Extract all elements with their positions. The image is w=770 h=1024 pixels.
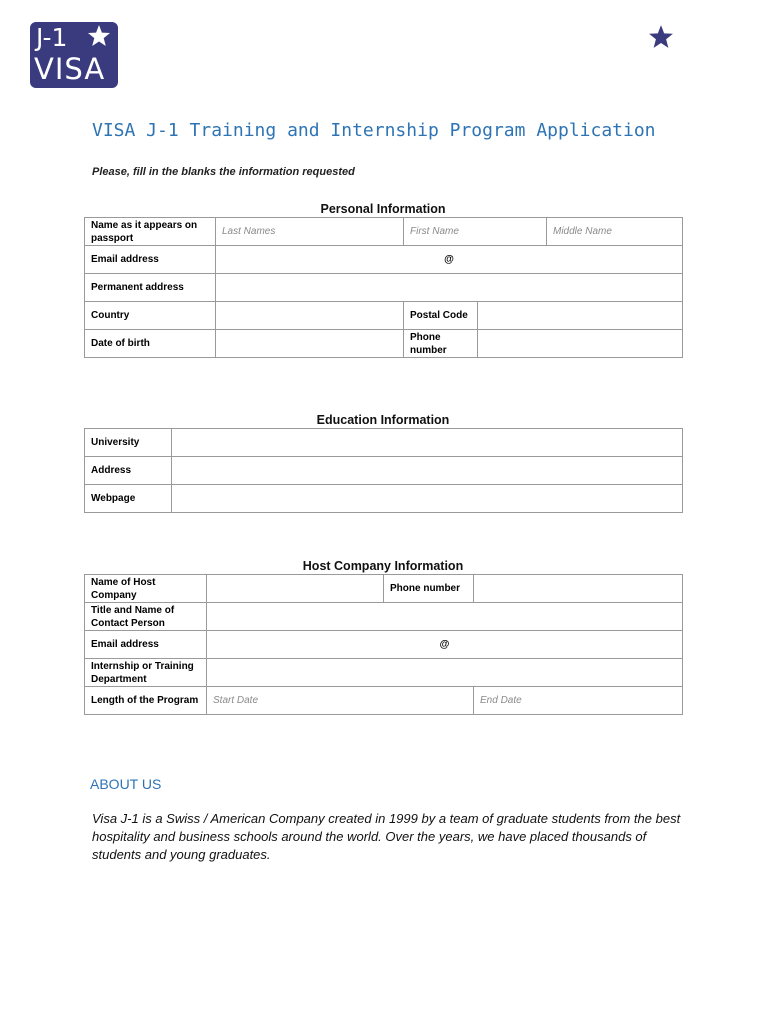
- department-field[interactable]: [207, 659, 683, 687]
- email-field[interactable]: @: [216, 246, 683, 274]
- end-date-field[interactable]: End Date: [474, 687, 683, 715]
- dob-field[interactable]: [216, 330, 404, 358]
- first-name-field[interactable]: First Name: [404, 218, 547, 246]
- host-name-field[interactable]: [207, 575, 384, 603]
- middle-name-field[interactable]: Middle Name: [547, 218, 683, 246]
- logo-line2: VISA: [34, 52, 106, 86]
- webpage-field[interactable]: [172, 485, 683, 513]
- about-heading: ABOUT US: [90, 776, 162, 792]
- permanent-address-field[interactable]: [216, 274, 683, 302]
- phone-field[interactable]: [478, 330, 683, 358]
- host-name-label: Name of Host Company: [85, 575, 207, 603]
- page-title: VISA J-1 Training and Internship Program Application: [92, 120, 656, 141]
- instructions: Please, fill in the blanks the information requested: [92, 166, 355, 178]
- host-phone-label: Phone number: [384, 575, 474, 603]
- education-address-label: Address: [85, 457, 172, 485]
- length-label: Length of the Program: [85, 687, 207, 715]
- postal-code-label: Postal Code: [404, 302, 478, 330]
- dob-label: Date of birth: [85, 330, 216, 358]
- country-label: Country: [85, 302, 216, 330]
- country-field[interactable]: [216, 302, 404, 330]
- start-date-field[interactable]: Start Date: [207, 687, 474, 715]
- university-field[interactable]: [172, 429, 683, 457]
- education-info-table: [84, 428, 683, 513]
- permanent-address-label: Permanent address: [85, 274, 216, 302]
- host-phone-field[interactable]: [474, 575, 683, 603]
- logo: [30, 22, 118, 88]
- host-info-heading: Host Company Information: [302, 559, 464, 573]
- about-text: Visa J-1 is a Swiss / American Company created in 1999 by a team of graduate students from the best hospitality and business schools around the world. Over the years, we have placed thousands of students and young graduates.: [92, 811, 681, 862]
- phone-label: Phone number: [404, 330, 478, 358]
- email-label: Email address: [85, 246, 216, 274]
- host-email-label: Email address: [85, 631, 207, 659]
- name-label: Name as it appears on passport: [85, 218, 216, 246]
- university-label: University: [85, 429, 172, 457]
- department-label: Internship or Training Department: [85, 659, 207, 687]
- postal-code-field[interactable]: [478, 302, 683, 330]
- education-info-heading: Education Information: [316, 413, 450, 427]
- contact-label: Title and Name of Contact Person: [85, 603, 207, 631]
- host-email-field[interactable]: @: [207, 631, 683, 659]
- last-names-field[interactable]: Last Names: [216, 218, 404, 246]
- corner-star-icon: [648, 24, 674, 50]
- star-icon: [87, 24, 111, 48]
- education-address-field[interactable]: [172, 457, 683, 485]
- personal-info-heading: Personal Information: [320, 202, 446, 216]
- personal-info-table: [84, 217, 683, 358]
- webpage-label: Webpage: [85, 485, 172, 513]
- logo-line1: J-1: [36, 23, 68, 52]
- host-info-table: [84, 574, 683, 715]
- contact-field[interactable]: [207, 603, 683, 631]
